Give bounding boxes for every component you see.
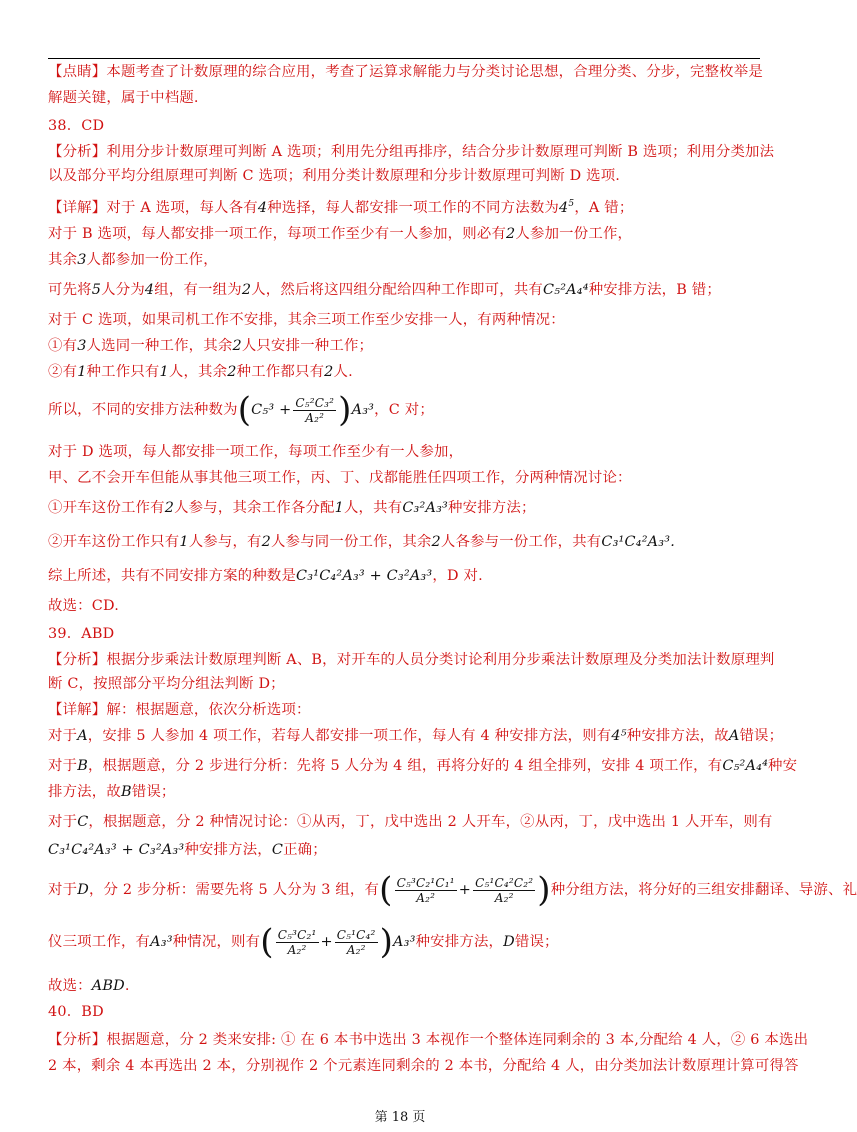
detail-38-d-1: 对于 D 选项，每人都安排一项工作，每项工作至少有一人参加， [48, 444, 464, 460]
fraction: $\frac{\text{C₅³C₂¹C₁¹}}{\text{A₂²}}$ [396, 875, 455, 905]
comment-line-1: 【点睛】本题考查了计数原理的综合应用，考查了运算求解能力与分类讨论思想，合理分类、分步，完整枚举是 [48, 64, 763, 80]
detail-39-intro: 【详解】解：根据题意，依次分析选项： [48, 702, 311, 718]
detail-38-d-3: ①开车这份工作有2人参与，其余工作各分配1人，共有C₃²A₃³种安排方法； [48, 500, 536, 516]
detail-38-b-3: 可先将5人分为4组，有一组为2人，然后将这四组分配给四种工作即可，共有C₅²A₄⁴种安排方法，B 错； [48, 282, 721, 298]
question-38-answer: 38．CD [48, 118, 105, 134]
detail-39-a: 对于A，安排 5 人参加 4 项工作，若每人都安排一项工作，每人有 4 种安排方法，则有4⁵种安排方法，故A错误； [48, 728, 784, 744]
analysis-38-line-2: 以及部分平均分组原理可判断 C 选项；利用分类计数原理和分步计数原理可判断 D 选项. [48, 168, 621, 184]
comment-line-2: 解题关键，属于中档题. [48, 90, 199, 106]
header-rule [48, 58, 760, 59]
detail-38-c-1: 对于 C 选项，如果司机工作不安排，其余三项工作至少安排一人，有两种情况： [48, 312, 565, 328]
analysis-40-line-1: 【分析】根据题意，分 2 类来安排: ① 在 6 本书中选出 3 本视作一个整体连同剩余的 3 本,分配给 4 人，② 6 本选出 [48, 1032, 809, 1048]
detail-38-a: 【详解】对于 A 选项，每人各有4种选择，每人都安排一项工作的不同方法数为$4^5$，A 错； [48, 199, 634, 216]
analysis-39-line-2: 断 C，按照部分平均分组法判断 D； [48, 676, 285, 692]
page-number: 第 18 页 [374, 1110, 426, 1125]
detail-38-c-3: ②有1种工作只有1人，其余2种工作都只有2人. [48, 364, 353, 380]
detail-38-summary: 综上所述，共有不同安排方案的种数是C₃¹C₄²A₃³ + C₃²A₃³，D 对. [48, 568, 483, 584]
detail-39-c-1: 对于C，根据题意，分 2 种情况讨论：①从丙，丁，戊中选出 2 人开车，②从丙，丁，戊中选出 1 人开车，则有 [48, 814, 773, 830]
detail-39-d-1: 对于D，分 2 步分析：需要先将 5 人分为 3 组，有( $\frac{\text{C₅³C₂¹C₁¹}}{\text{A₂²}}$ + $\frac{\text{C₅¹C₄²C₂²}}{\text{A₂²}}$ )种分组方法，将分好的三组安排翻译、导游、礼 [48, 870, 857, 910]
detail-38-c-2: ①有3人选同一种工作，其余2人只安排一种工作； [48, 338, 374, 354]
detail-39-d-2: 仪三项工作，有A₃³种情况，则有( $\frac{\text{C₅³C₂¹}}{\text{A₂²}}$ + $\frac{\text{C₅¹C₄²}}{\text{A₂²}}$ )A₃³种安排方法，D错误； [48, 922, 559, 962]
detail-38-c-4: 所以，不同的安排方法种数为(C₅³ + $\frac{\text{C₅²C₃²}}{\text{A₂²}}$ )A₃³，C 对； [48, 390, 434, 430]
detail-39-b-1: 对于B，根据题意，分 2 步进行分析：先将 5 人分为 4 组，再将分好的 4 组全排列，安排 4 项工作，有C₅²A₄⁴种安 [48, 758, 798, 774]
detail-39-c-2: C₃¹C₄²A₃³ + C₃²A₃³种安排方法，C正确； [48, 842, 327, 858]
fraction: $\frac{\text{C₅²C₃²}}{\text{A₂²}}$ [295, 395, 335, 425]
detail-38-b-2: 其余3人都参加一份工作， [48, 252, 218, 268]
answer-38-final: 故选：CD. [48, 598, 119, 614]
analysis-39-line-1: 【分析】根据分步乘法计数原理判断 A、B，对开车的人员分类讨论利用分步乘法计数原理及分类加法计数原理判 [48, 652, 775, 668]
detail-38-d-4: ②开车这份工作只有1人参与，有2人参与同一份工作，其余2人各参与一份工作，共有C₃¹C₄²A₃³. [48, 534, 675, 550]
question-39-answer: 39．ABD [48, 626, 115, 642]
detail-39-b-2: 排方法，故B错误； [48, 784, 176, 800]
fraction: $\frac{\text{C₅³C₂¹}}{\text{A₂²}}$ [277, 927, 317, 957]
question-40-answer: 40．BD [48, 1004, 104, 1020]
fraction: $\frac{\text{C₅¹C₄²}}{\text{A₂²}}$ [336, 927, 376, 957]
detail-38-d-2: 甲、乙不会开车但能从事其他三项工作，丙、丁、戊都能胜任四项工作，分两种情况讨论： [48, 470, 632, 486]
answer-39-final: 故选：ABD. [48, 978, 130, 994]
analysis-40-line-2: 2 本，剩余 4 本再选出 2 本，分别视作 2 个元素连同剩余的 2 本书，分配给 4 人，由分类加法计数原理计算可得答 [48, 1058, 799, 1074]
analysis-38-line-1: 【分析】利用分步计数原理可判断 A 选项；利用先分组再排序，结合分步计数原理可判断 B 选项；利用分类加法 [48, 144, 775, 160]
fraction: $\frac{\text{C₅¹C₄²C₂²}}{\text{A₂²}}$ [475, 875, 534, 905]
detail-38-b-1: 对于 B 选项，每人都安排一项工作，每项工作至少有一人参加，则必有2人参加一份工作， [48, 226, 633, 242]
